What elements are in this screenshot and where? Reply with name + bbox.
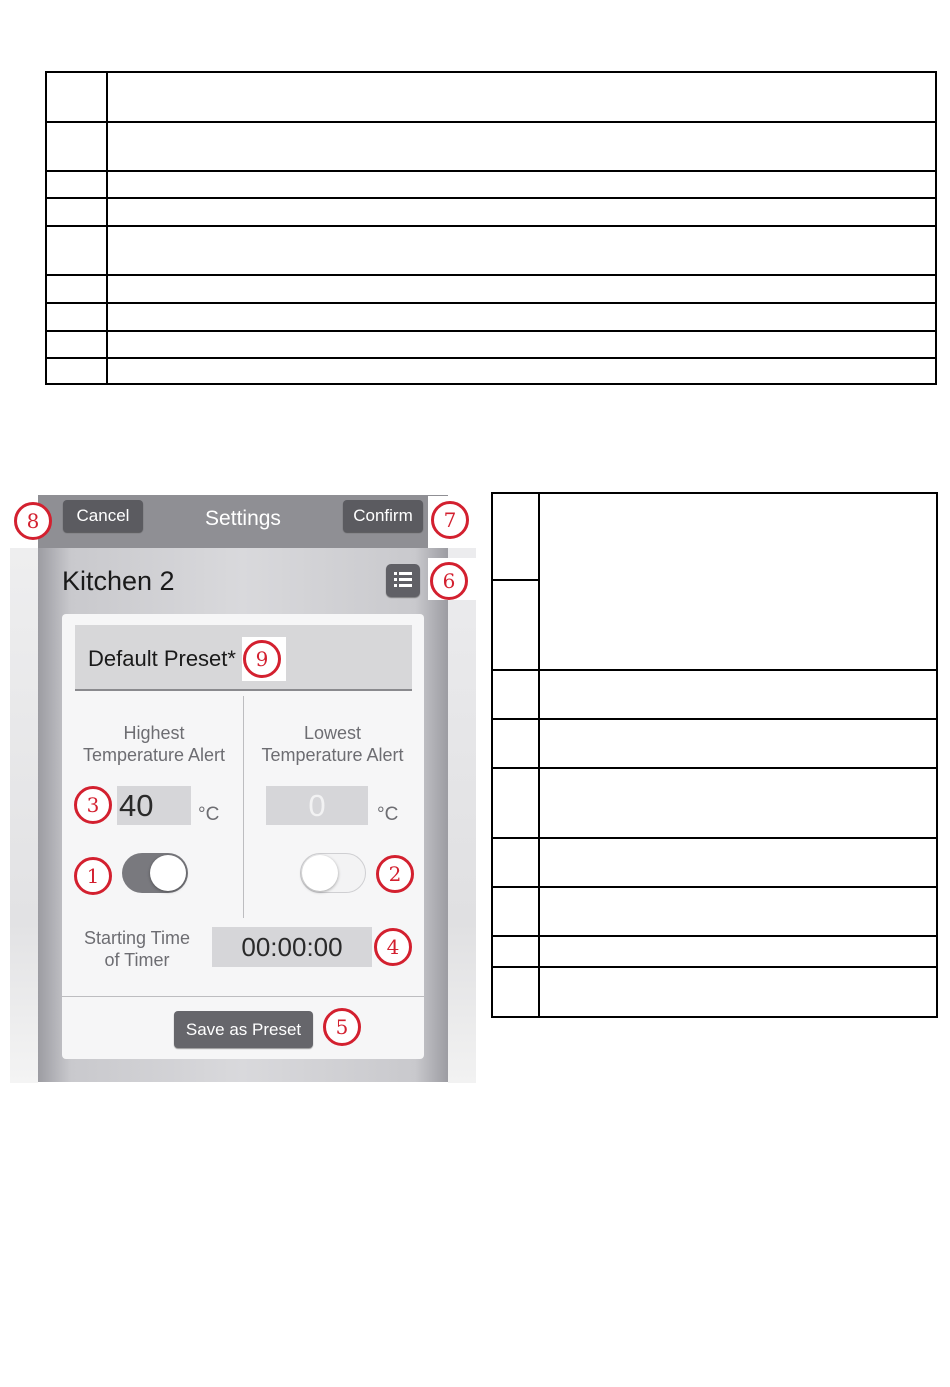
preset-name: Default Preset* xyxy=(88,646,236,671)
card-divider xyxy=(62,996,424,997)
table-row-divider xyxy=(47,357,935,359)
right-legend-table xyxy=(491,492,938,1018)
timer-label-line1: Starting Time xyxy=(83,928,191,948)
list-icon xyxy=(394,572,397,575)
callout-badge: 2 xyxy=(376,855,414,893)
table-row-divider xyxy=(493,837,936,839)
low-alert-label xyxy=(250,722,415,766)
top-legend-table xyxy=(45,71,937,385)
table-row-divider xyxy=(493,935,936,937)
table-row-divider xyxy=(47,121,935,123)
navigation-bar xyxy=(38,495,448,548)
table-row-divider xyxy=(47,302,935,304)
table-row-divider xyxy=(493,767,936,769)
save-as-preset-button[interactable]: Save as Preset xyxy=(174,1011,313,1048)
table-row-divider xyxy=(493,966,936,968)
callout-badge: 3 xyxy=(74,786,112,824)
toggle-knob xyxy=(302,855,338,891)
table-row-divider xyxy=(47,170,935,172)
cancel-button[interactable]: Cancel xyxy=(63,500,143,532)
column-divider xyxy=(243,696,244,918)
table-row-divider xyxy=(493,669,936,671)
high-alert-label-line2: Temperature Alert xyxy=(82,745,226,765)
timer-label xyxy=(72,927,202,971)
table-row-divider xyxy=(47,225,935,227)
phone-bezel-right xyxy=(448,548,476,1083)
callout-badge: 8 xyxy=(14,502,52,540)
callout-badge: 1 xyxy=(74,857,112,895)
low-alert-label-line2: Temperature Alert xyxy=(261,745,404,765)
table-row-divider xyxy=(493,579,540,581)
high-alert-label-line1: Highest xyxy=(123,723,185,743)
high-alert-label xyxy=(70,722,238,766)
room-name: Kitchen 2 xyxy=(62,566,175,596)
high-temperature-input[interactable]: 40 xyxy=(117,786,191,825)
table-column-divider xyxy=(538,494,540,1016)
callout-badge: 9 xyxy=(243,640,281,678)
callout-badge: 4 xyxy=(374,928,412,966)
low-alert-toggle[interactable] xyxy=(300,853,366,893)
table-column-divider xyxy=(106,73,108,383)
table-row-divider xyxy=(47,330,935,332)
phone-bezel-left xyxy=(10,548,38,1083)
timer-label-line2: of Timer xyxy=(104,950,170,970)
callout-badge: 5 xyxy=(323,1008,361,1046)
callout-badge: 7 xyxy=(431,501,469,539)
high-alert-toggle[interactable] xyxy=(122,853,188,893)
table-row-divider xyxy=(47,274,935,276)
timer-input[interactable]: 00:00:00 xyxy=(212,927,372,967)
page-title: Settings xyxy=(205,507,281,530)
low-temperature-input[interactable]: 0 xyxy=(266,786,368,825)
preset-list-button[interactable] xyxy=(386,564,420,597)
high-temperature-unit: °C xyxy=(198,804,220,825)
low-temperature-unit: °C xyxy=(377,804,399,825)
low-alert-label-line1: Lowest xyxy=(303,723,362,743)
callout-badge: 6 xyxy=(430,562,468,600)
toggle-knob xyxy=(150,855,186,891)
confirm-button[interactable]: Confirm xyxy=(343,500,423,532)
table-row-divider xyxy=(47,197,935,199)
table-row-divider xyxy=(493,886,936,888)
table-row-divider xyxy=(493,718,936,720)
